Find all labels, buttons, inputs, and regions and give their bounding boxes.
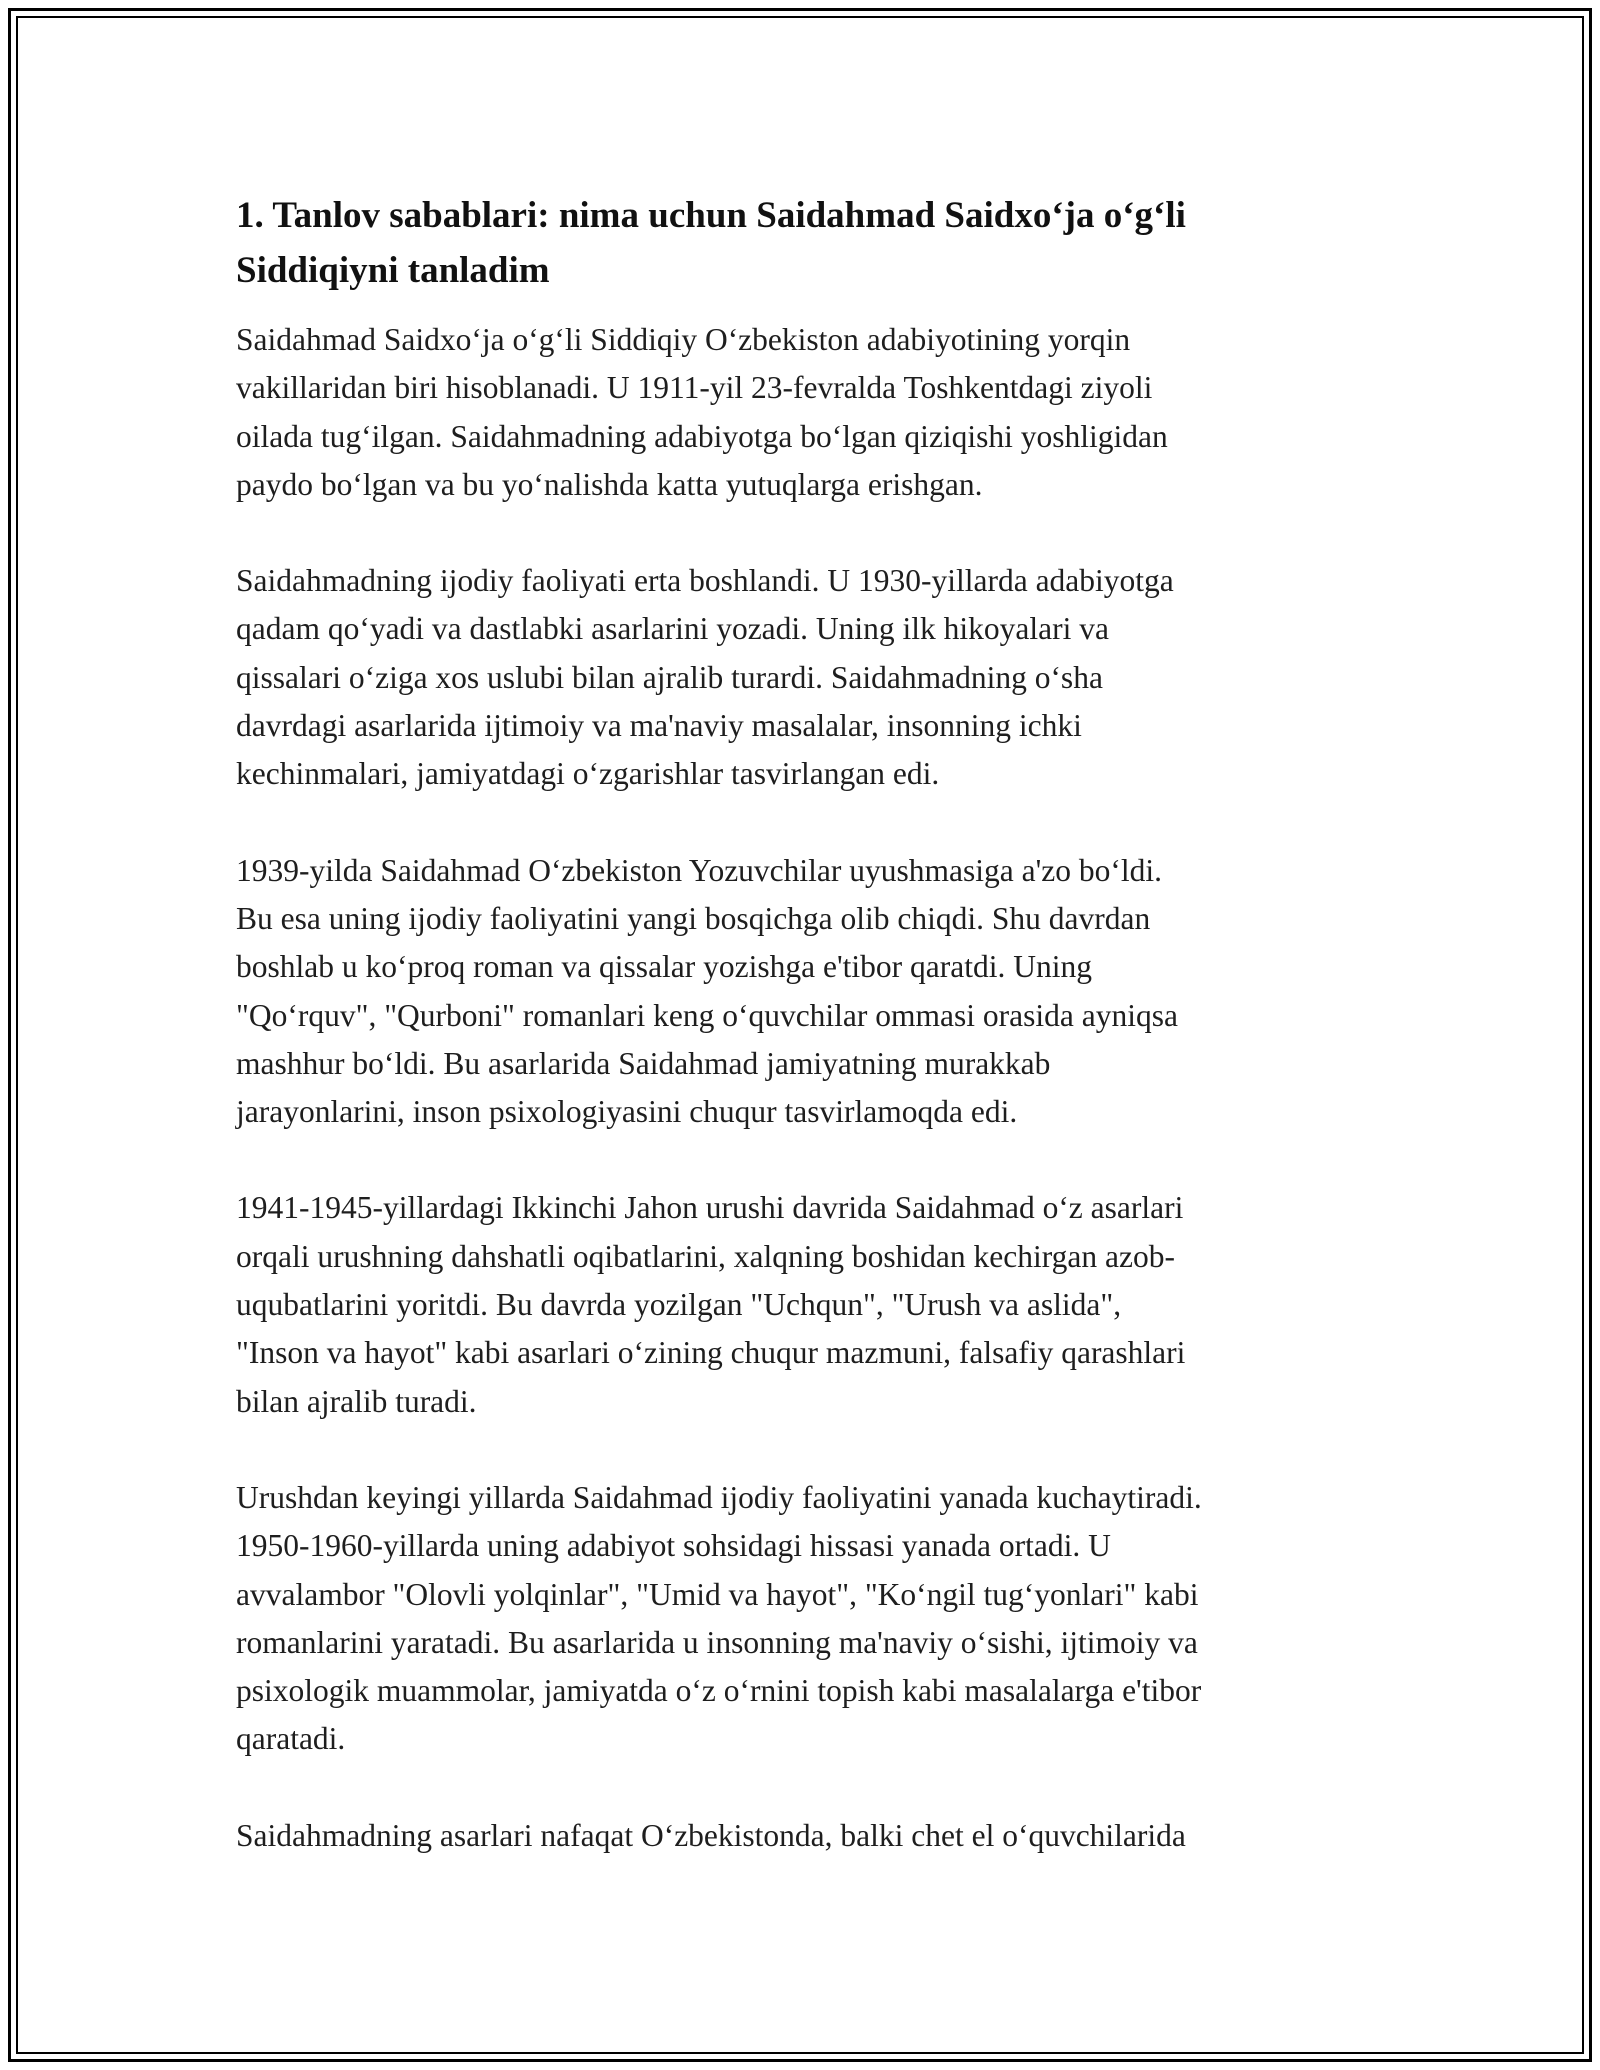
document-body <box>236 188 1366 1860</box>
text-line: Urushdan keyingi yillarda Saidahmad ijodiy faoliyatini yanada kuchaytiradi. <box>236 1479 1202 1515</box>
section-heading <box>236 188 1366 298</box>
text-line: uqubatlarini yoritdi. Bu davrda yozilgan "Uchqun", "Urush va aslida", <box>236 1287 1122 1323</box>
text-line: Bu esa uning ijodiy faoliyatini yangi bosqichga olib chiqdi. Shu davrdan <box>236 900 1151 936</box>
paragraph-6 <box>236 1812 1366 1860</box>
text-line: mashhur boʻldi. Bu asarlarida Saidahmad jamiyatning murakkab <box>236 1045 1051 1081</box>
text-line: davrdagi asarlarida ijtimoiy va ma'naviy masalalar, insonning ichki <box>236 708 1082 744</box>
paragraph-4 <box>236 1184 1366 1425</box>
text-line: "Qoʻrquv", "Qurboni" romanlari keng oʻquvchilar ommasi orasida ayniqsa <box>236 997 1178 1033</box>
text-line: vakillaridan biri hisoblanadi. U 1911-yil 23-fevralda Toshkentdagi ziyoli <box>236 370 1153 406</box>
text-line: jarayonlarini, inson psixologiyasini chuqur tasvirlamoqda edi. <box>236 1094 1018 1130</box>
text-line: Saidahmadning asarlari nafaqat Oʻzbekistonda, balki chet el oʻquvchilarida <box>236 1817 1186 1853</box>
text-line: boshlab u koʻproq roman va qissalar yozishga e'tibor qaratdi. Uning <box>236 949 1092 985</box>
paragraph-1 <box>236 316 1366 509</box>
text-line: qadam qoʻyadi va dastlabki asarlarini yozadi. Uning ilk hikoyalari va <box>236 611 1109 647</box>
text-line: qissalari oʻziga xos uslubi bilan ajralib turardi. Saidahmadning oʻsha <box>236 659 1103 695</box>
text-line: avvalambor "Olovli yolqinlar", "Umid va hayot", "Koʻngil tugʻyonlari" kabi <box>236 1576 1199 1612</box>
text-line: romanlarini yaratadi. Bu asarlarida u insonning ma'naviy oʻsishi, ijtimoiy va <box>236 1624 1198 1660</box>
text-line: Saidahmad Saidxoʻja oʻgʻli Siddiqiy Oʻzbekiston adabiyotining yorqin <box>236 322 1131 357</box>
text-line: 1941-1945-yillardagi Ikkinchi Jahon urushi davrida Saidahmad oʻz asarlari <box>236 1190 1184 1226</box>
text-line: qaratadi. <box>236 1721 346 1757</box>
text-line: psixologik muammolar, jamiyatda oʻz oʻrnini topish kabi masalalarga e'tibor <box>236 1673 1202 1709</box>
paragraph-5 <box>236 1474 1366 1764</box>
heading-line: 1. Tanlov sabablari: nima uchun Saidahmad Saidxoʻja oʻgʻli <box>236 195 1186 236</box>
heading-line: Siddiqiyni tanladim <box>236 250 550 291</box>
text-line: bilan ajralib turadi. <box>236 1383 477 1419</box>
text-line: oilada tugʻilgan. Saidahmadning adabiyotga boʻlgan qiziqishi yoshligidan <box>236 418 1168 454</box>
text-line: paydo boʻlgan va bu yoʻnalishda katta yutuqlarga erishgan. <box>236 466 983 502</box>
text-line: 1950-1960-yillarda uning adabiyot sohsidagi hissasi yanada ortadi. U <box>236 1528 1111 1564</box>
text-line: kechinmalari, jamiyatdagi oʻzgarishlar tasvirlangan edi. <box>236 756 940 792</box>
paragraph-2 <box>236 557 1366 798</box>
paragraph-3 <box>236 847 1366 1137</box>
text-line: Saidahmadning ijodiy faoliyati erta boshlandi. U 1930-yillarda adabiyotga <box>236 563 1174 599</box>
text-line: orqali urushning dahshatli oqibatlarini, xalqning boshidan kechirgan azob- <box>236 1238 1175 1274</box>
text-line: 1939-yilda Saidahmad Oʻzbekiston Yozuvchilar uyushmasiga a'zo boʻldi. <box>236 852 1163 888</box>
text-line: "Inson va hayot" kabi asarlari oʻzining chuqur mazmuni, falsafiy qarashlari <box>236 1335 1186 1371</box>
